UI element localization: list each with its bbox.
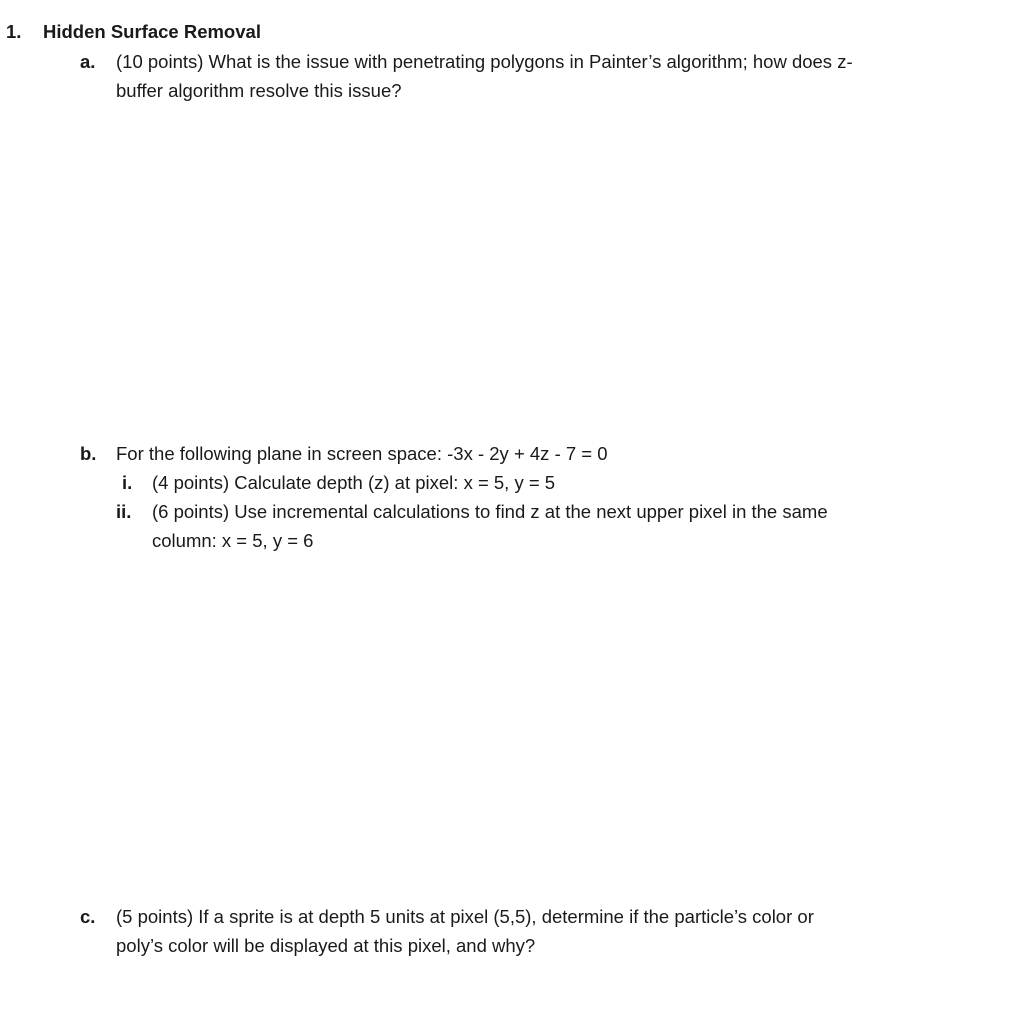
part-c-line-1: (5 points) If a sprite is at depth 5 units at pixel (5,5), determine if the particle’s color or	[116, 906, 814, 927]
part-b-marker: b.	[80, 443, 97, 464]
part-b-i-text: (4 points) Calculate depth (z) at pixel: x = 5, y = 5	[152, 472, 556, 493]
part-b-text: For the following plane in screen space: -3x - 2y + 4z - 7 = 0	[116, 443, 608, 464]
part-c-line-2: poly’s color will be displayed at this pixel, and why?	[116, 935, 536, 956]
part-b-ii-line-1: (6 points) Use incremental calculations to find z at the next upper pixel in the same	[152, 501, 828, 522]
question-number: 1.	[6, 21, 22, 42]
question-title: Hidden Surface Removal	[43, 21, 261, 42]
part-b-ii-line-2: column: x = 5, y = 6	[152, 530, 314, 551]
part-b-i-marker: i.	[122, 472, 133, 493]
part-a-line-2: buffer algorithm resolve this issue?	[116, 80, 402, 101]
part-a-marker: a.	[80, 51, 96, 72]
part-a-line-1: (10 points) What is the issue with penetrating polygons in Painter’s algorithm; how does z-	[116, 51, 853, 72]
part-c-marker: c.	[80, 906, 96, 927]
part-b-ii-marker: ii.	[116, 501, 132, 522]
